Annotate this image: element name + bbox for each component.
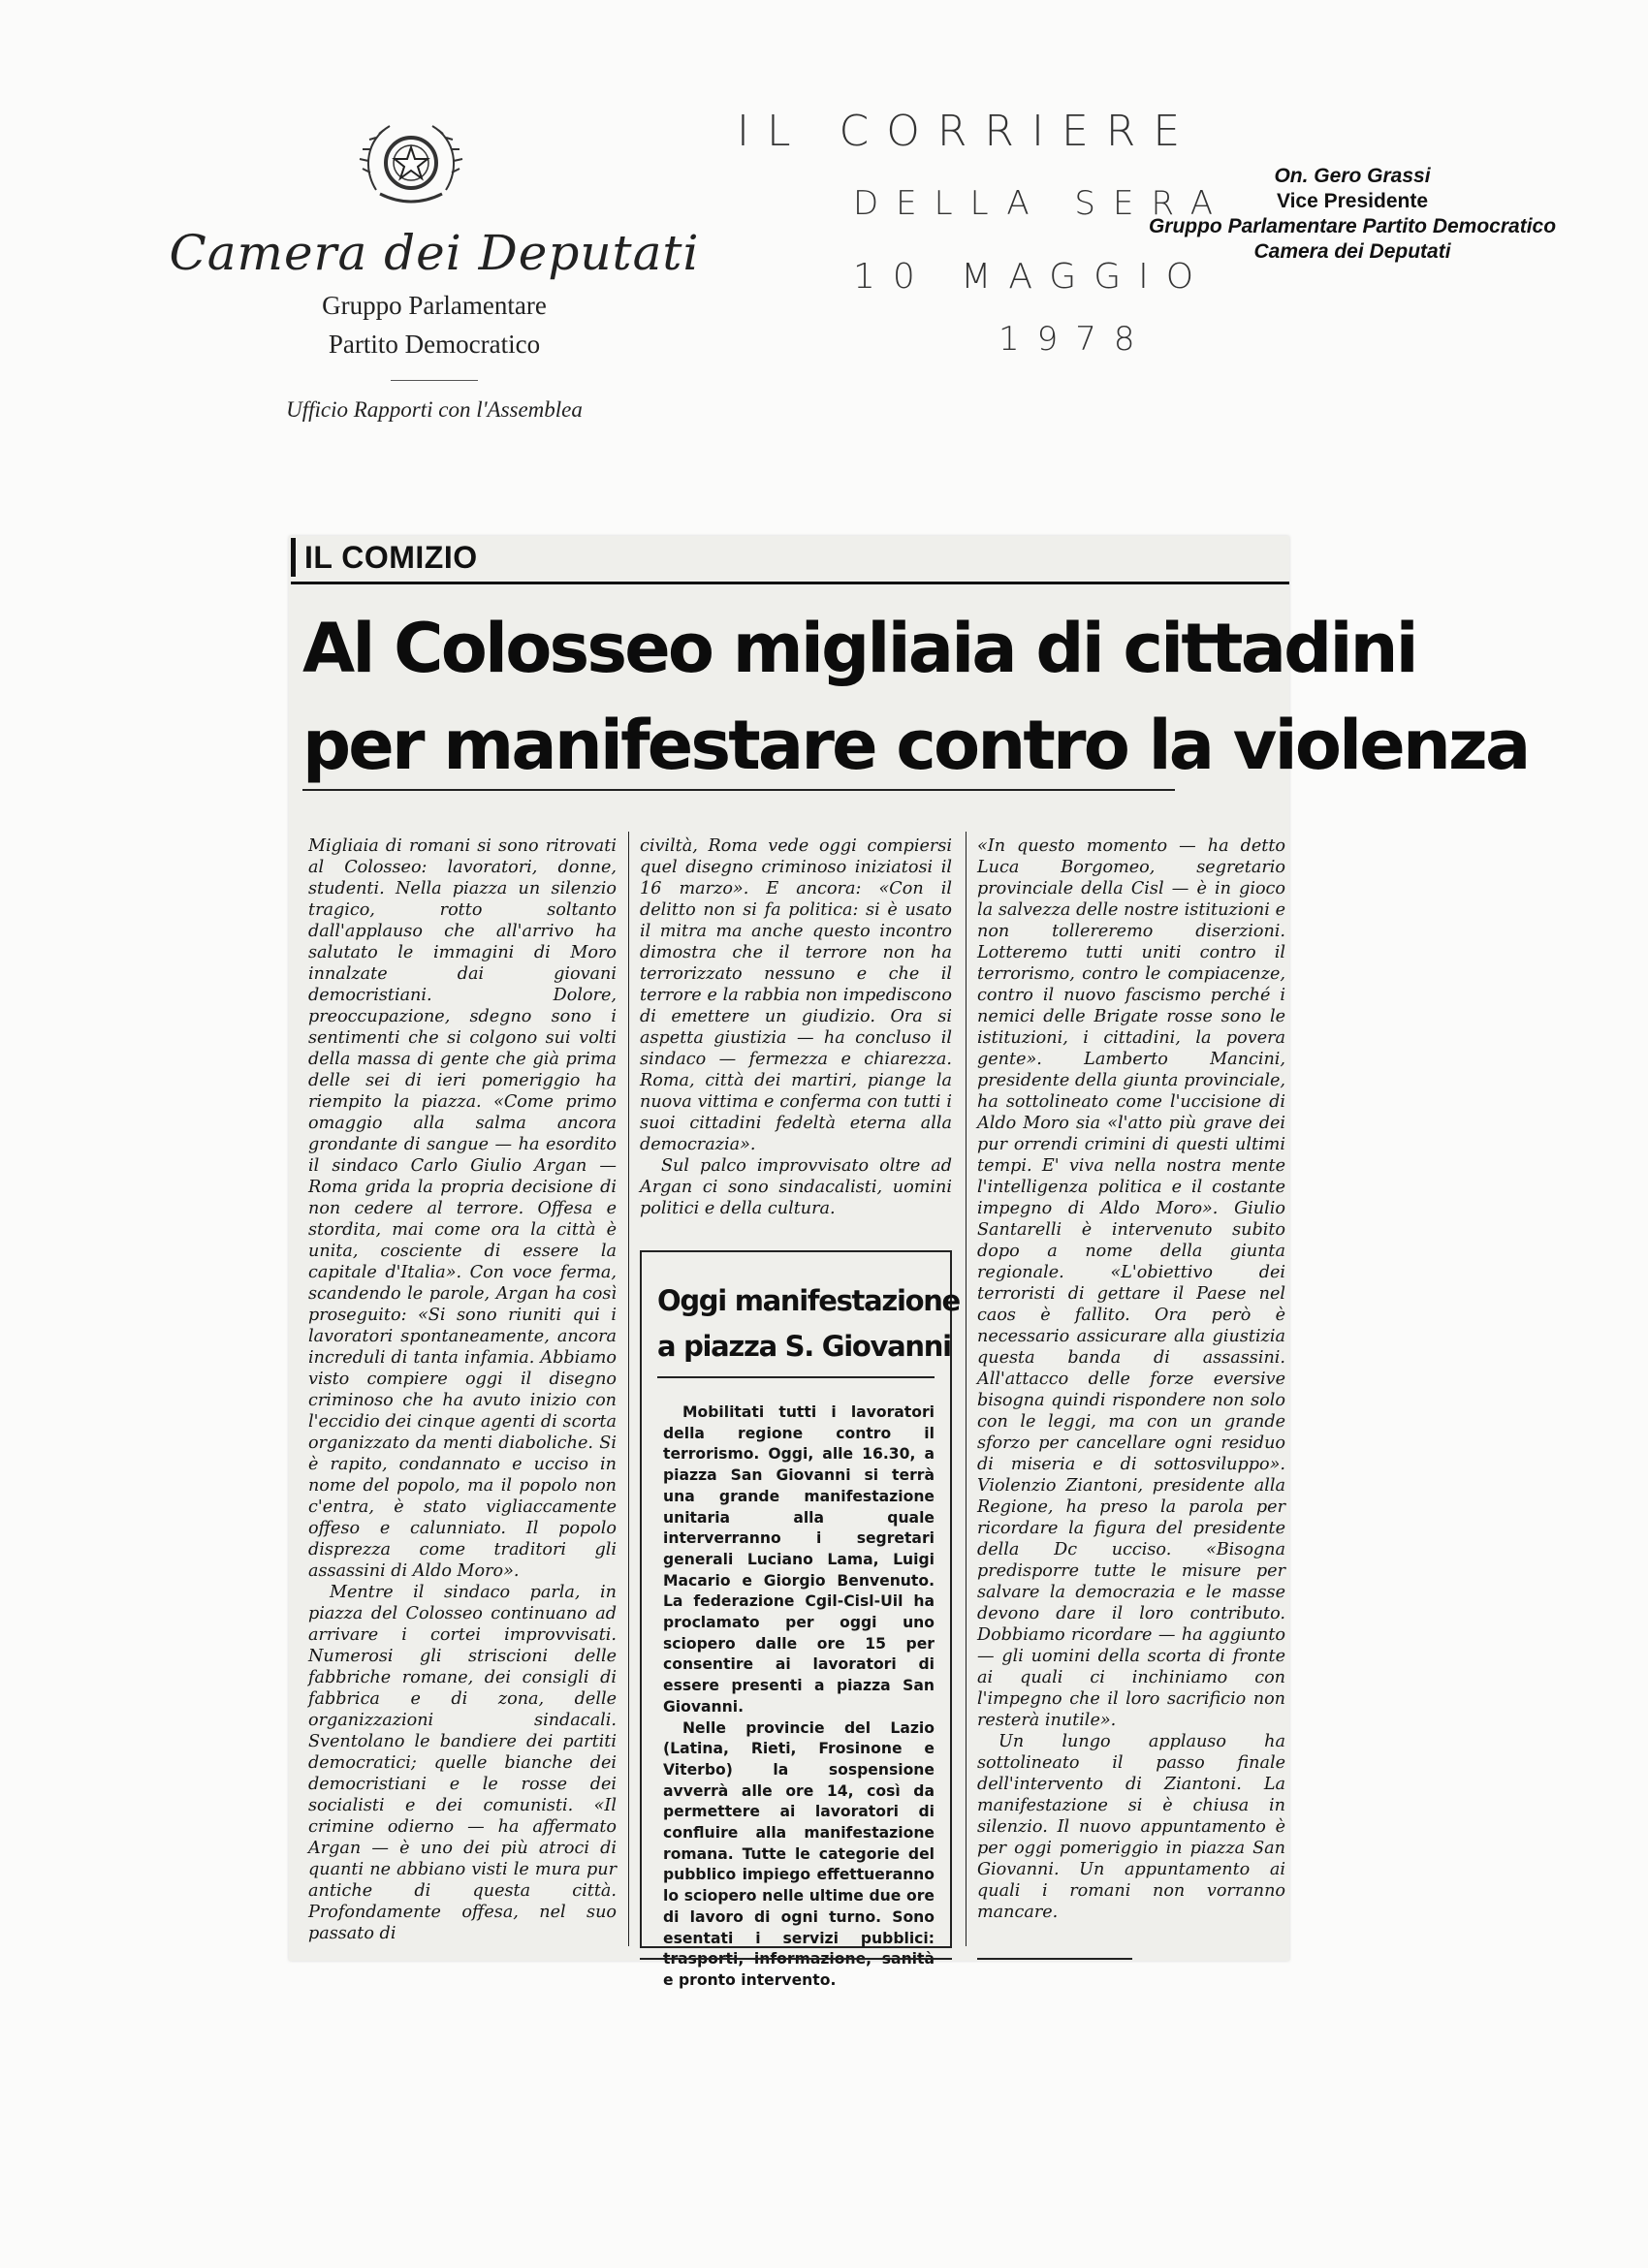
letterhead-divider <box>391 380 478 381</box>
paragraph: Un lungo applauso ha sottolineato il passo finale dell'intervento di Ziantoni. La manifestazione si è chiusa in silenzio. Il nuovo appuntamento è per oggi pomeriggio in piazza San Giovanni. Un appuntamento ai quali i romani non vorranno mancare. <box>977 1732 1285 1922</box>
chamber-name: Camera dei Deputati <box>169 225 700 281</box>
handwritten-newspaper-name-2: DELLA SERA <box>853 184 1230 223</box>
headline-line2: per manifestare contro la violenza <box>302 706 1529 785</box>
emblem-of-italy-icon <box>357 114 465 215</box>
paragraph: «In questo momento — ha detto Luca Borgomeo, segretario provinciale della Cisl — è in gioco la salvezza delle nostre istituzioni e non tollereremo diserzioni. Lotteremo tutti uniti contro il terrorismo, contro le compiacenze, contro il nuovo fascismo perché i nemici delle Brigate rosse sono le istituzioni, i cittadini, la povera gente». Lamberto Mancini, presidente della giunta provinciale, ha sottolineato come l'uccisione di Aldo Moro sia «l'atto più grave dei pur orrendi crimini di questi ultimi tempi. E' viva nella nostra mente l'intelligenza politica e il costante impegno di Aldo Moro». Giulio Santarelli è intervenuto subito dopo a nome della giunta regionale. «L'obiettivo dei terroristi di gettare il Paese nel caos è fallito. Ora però è necessario assicurare alla giustizia questa banda di assassini. All'attacco delle forze eversive bisogna quindi rispondere non solo con le leggi, ma con un grande sforzo per cancellare ogni residuo di miseria e di sottosviluppo». Violenzio Ziantoni, presidente alla Regione, ha preso la parola per ricordare la figura del presidente della Dc ucciso. «Bisogna predisporre tutte le misure per salvare la democrazia e le masse devono dare il loro contributo. Dobbiamo ricordare — ha aggiunto — gli uomini della scorta di fronte ai quali ci inchiniamo con l'impegno che il loro sacrificio non resterà inutile». <box>977 836 1285 1730</box>
box-title-rule <box>657 1376 935 1378</box>
member-role: Vice Presidente <box>1276 190 1429 212</box>
article-column-2 <box>640 835 952 1218</box>
article-column-1 <box>308 835 617 1950</box>
column-divider <box>966 832 967 1946</box>
paragraph: civiltà, Roma vede oggi compiersi quel disegno criminoso iniziatosi il 16 marzo». E ancora: «Con il delitto non si fa politica: si è usato il mitra ma anche questo incontro dimostra che il terrore non ha terrorizzato nessuno e che il terrore e la rabbia non impediscono di emettere un giudizio. Ora si aspetta giustizia — ha concluso il sindaco — fermezza e chiarezza. Roma, città dei martiri, piange la nuova vittima e conferma con tutti i suoi cittadini fedeltà eterna alla democrazia». <box>640 836 952 1154</box>
column-divider <box>628 832 629 1946</box>
handwritten-date: 10 MAGGIO <box>853 257 1212 297</box>
rubric-bar <box>291 538 296 577</box>
member-group: Gruppo Parlamentare Partito Democratico <box>1148 215 1557 237</box>
member-name: On. Gero Grassi <box>1274 165 1431 187</box>
headline-rule <box>302 789 1175 791</box>
article-column-3 <box>977 835 1285 1950</box>
handwritten-year: 1978 <box>998 320 1153 359</box>
rubric: IL COMIZIO <box>304 540 478 575</box>
group-name-line1: Gruppo Parlamentare <box>322 291 547 320</box>
headline-line1: Al Colosseo migliaia di cittadini <box>302 609 1416 688</box>
office-name: Ufficio Rapporti con l'Assemblea <box>286 397 583 422</box>
paragraph: Migliaia di romani si sono ritrovati al Colosseo: lavoratori, donne, studenti. Nella piazza un silenzio tragico, rotto soltanto dall'applauso che all'arrivo ha salutato le immagini di Moro innalzate dai giovani democristiani. Dolore, preoccupazione, sdegno sono i sentimenti che si colgono sui volti della massa di gente che già prima delle sei di ieri pomeriggio ha riempito la piazza. «Come primo omaggio alla salma ancora grondante di sangue — ha esordito il sindaco Carlo Giulio Argan — Roma grida la propria decisione di non cedere al terrore. Offesa e stordita, mai come ora la città è unita, cosciente di essere la capitale d'Italia». Con voce ferma, scandendo le parole, Argan ha così proseguito: «Si sono riuniti qui i lavoratori spontaneamente, ancora increduli di tanta infamia. Abbiamo visto compiere oggi il disegno criminoso che ha avuto inizio con l'eccidio dei cinque agenti di scorta organizzato da menti diaboliche. Si è rapito, condannato e ucciso in nome del popolo, ma il popolo non c'entra, è stato vigliaccamente offeso e calunniato. Il popolo disprezza come traditori gli assassini di Aldo Moro». <box>308 836 617 1581</box>
handwritten-newspaper-name: IL CORRIERE <box>737 107 1198 156</box>
member-house: Camera dei Deputati <box>1253 240 1451 263</box>
column-end-rule <box>977 1958 1132 1960</box>
paragraph: Sul palco improvvisato oltre ad Argan ci sono sindacalisti, uomini politici e della cultura. <box>640 1156 952 1218</box>
box-title-line2: a piazza S. Giovanni <box>657 1330 951 1363</box>
group-name-line2: Partito Democratico <box>328 330 541 359</box>
rubric-rule <box>291 582 1289 584</box>
paragraph: Mentre il sindaco parla, in piazza del Colosseo continuano ad arrivare i cortei improvvisati. Numerosi gli striscioni delle fabbriche romane, dei consigli di fabbrica e di zona, delle organizzazioni sindacali. Sventolano le bandiere dei partiti democratici; quelle bianche dei democristiani e le rosse dei socialisti e dei comunisti. «Il crimine odierno — ha affermato Argan — è uno dei più atroci di quanti ne abbiano visti le mura pur antiche di questa città. Profondamente offesa, nel suo passato di <box>308 1583 617 1943</box>
paragraph: Mobilitati tutti i lavoratori della regione contro il terrorismo. Oggi, alle 16.30, a piazza San Giovanni si terrà una grande manifestazione unitaria alla quale interverranno i segretari generali Luciano Lama, Luigi Macario e Giorgio Benvenuto. La federazione Cgil-Cisl-Uil ha proclamato per oggi uno sciopero dalle ore 15 per consentire ai lavoratori di essere presenti a piazza San Giovanni. <box>663 1403 935 1716</box>
box-title-line1: Oggi manifestazione <box>657 1284 960 1317</box>
paragraph: Nelle provincie del Lazio (Latina, Rieti, Frosinone e Viterbo) la sospensione avverrà alle ore 14, così da permettere ai lavoratori di confluire alla manifestazione romana. Tutte le categorie del pubblico impiego effettueranno lo sciopero nelle ultime due ore di lavoro di ogni turno. Sono esentati i servizi pubblici: trasporti, informazione, sanità e pronto intervento. <box>663 1718 935 1989</box>
box-end-rule <box>640 1958 952 1960</box>
box-text <box>663 1402 935 1992</box>
